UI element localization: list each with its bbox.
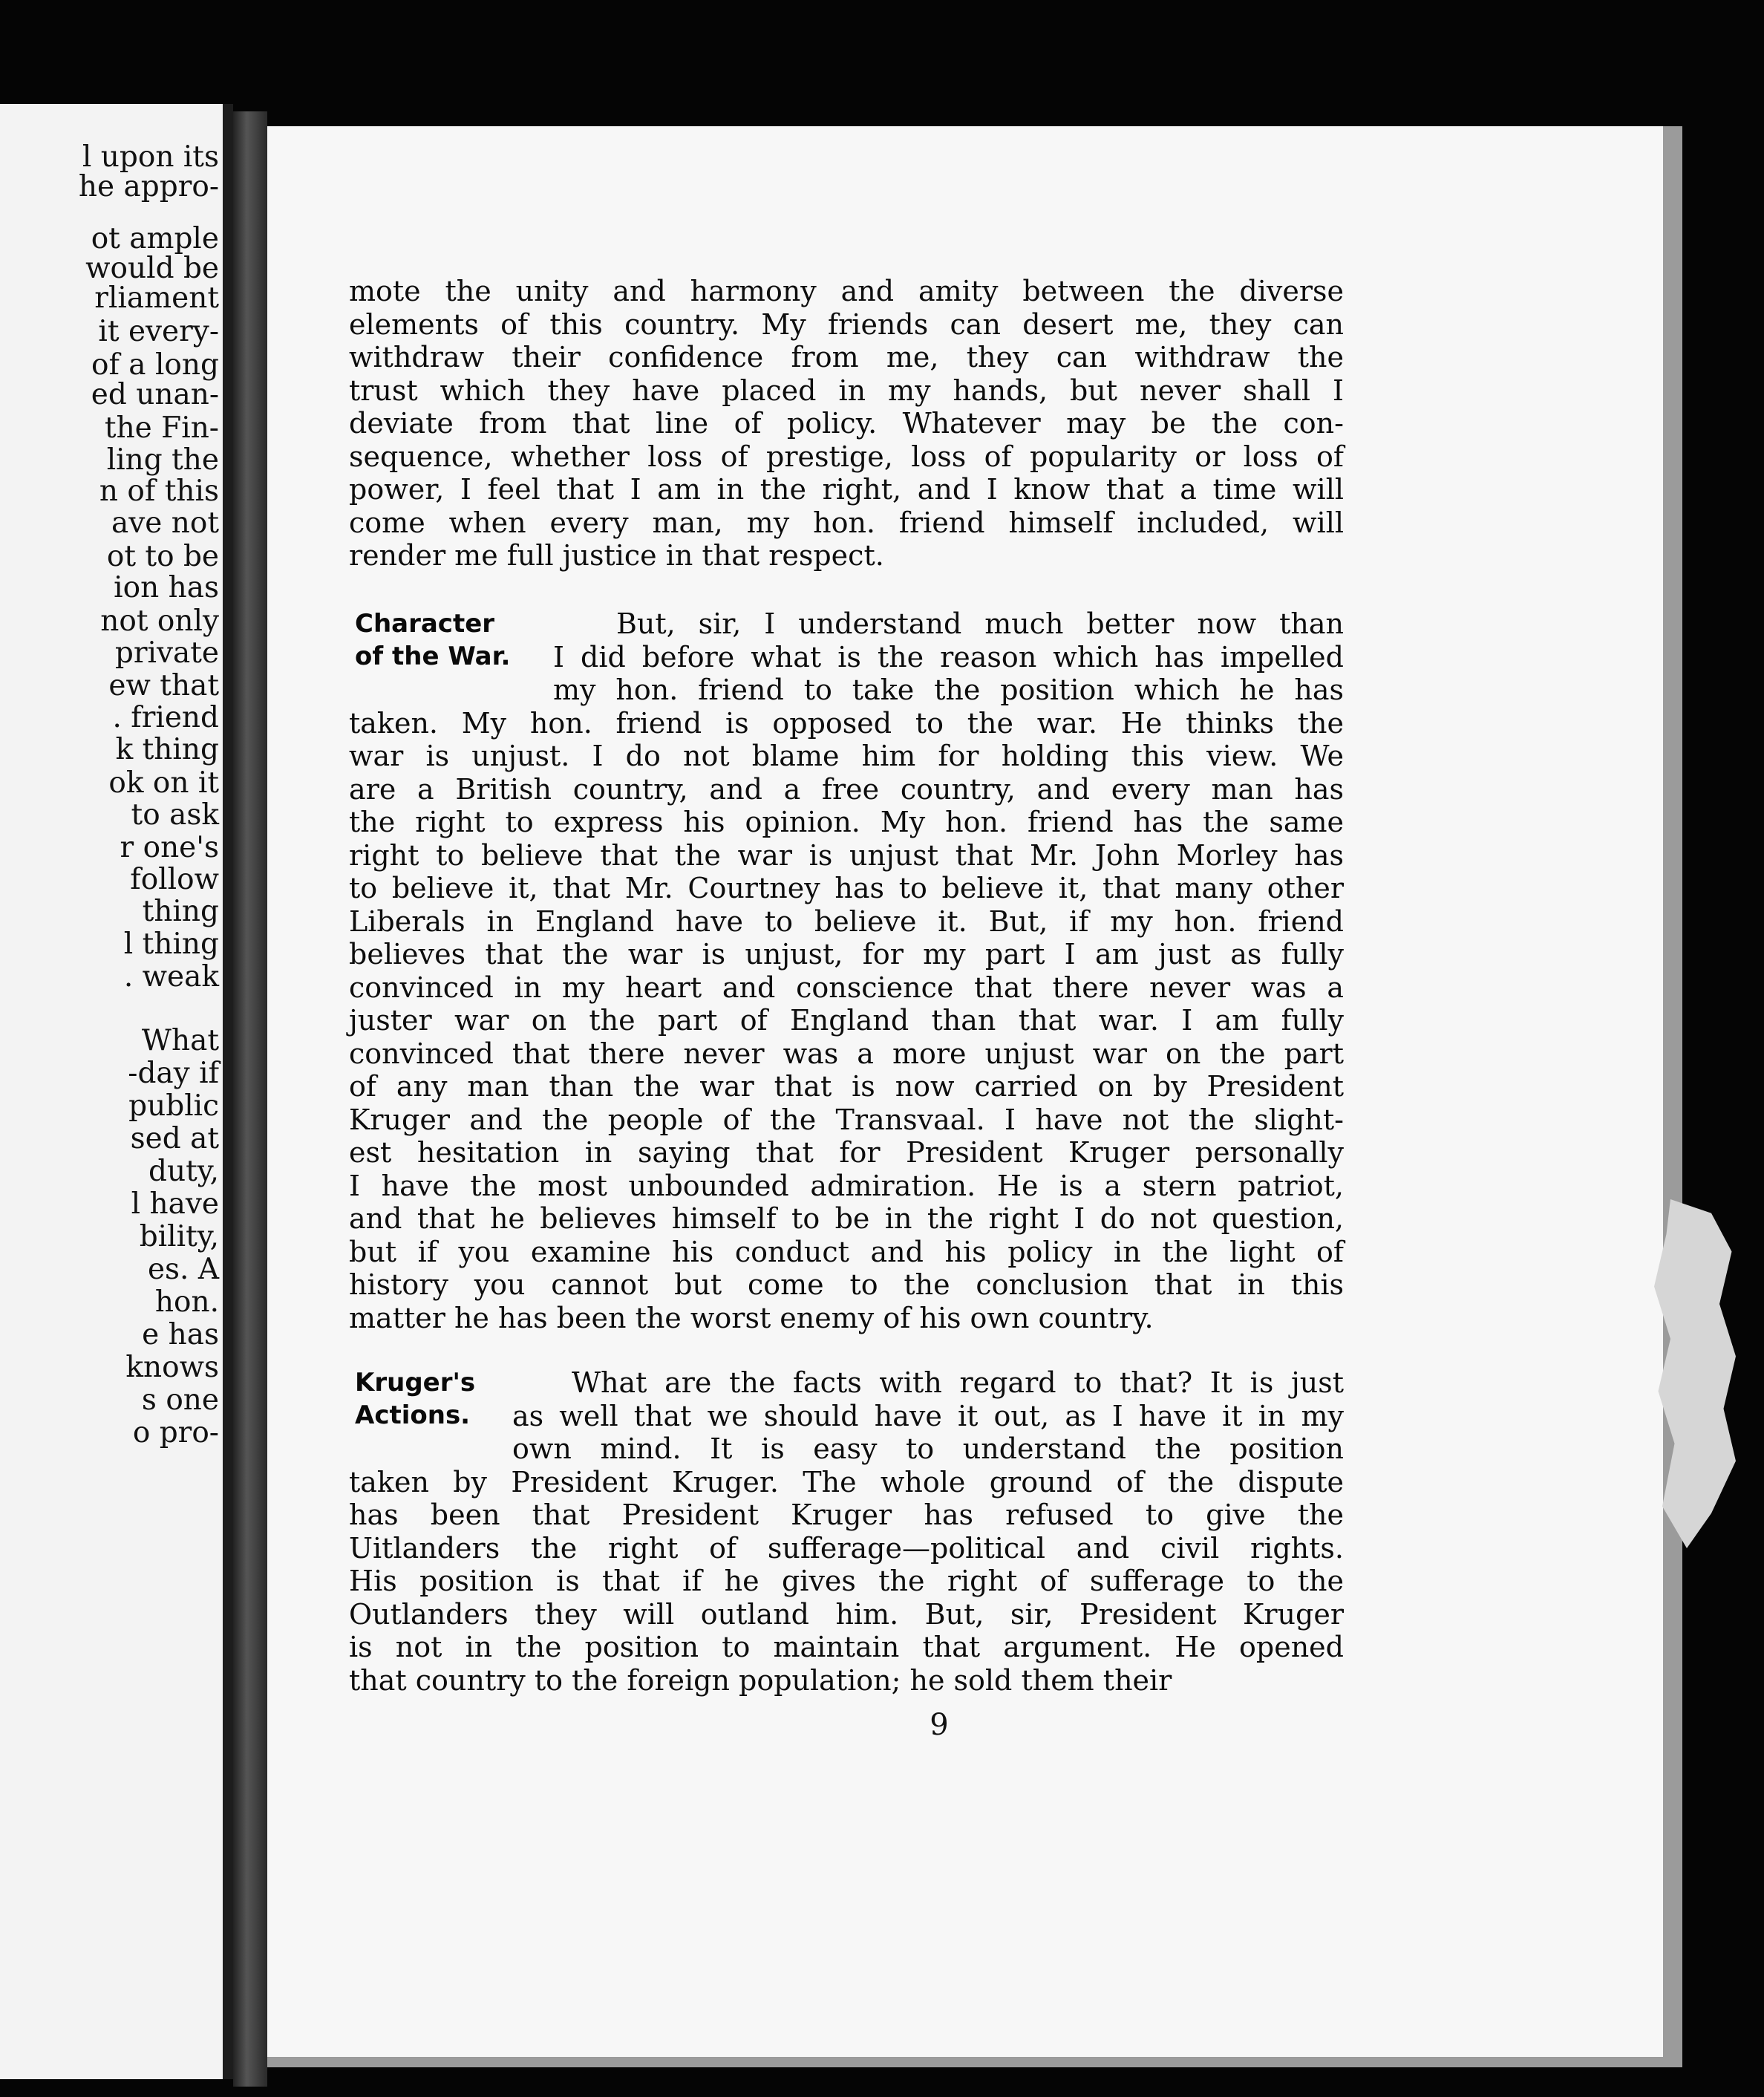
- left-page-line: k thing: [115, 733, 219, 766]
- left-page-line: sed at: [130, 1122, 219, 1155]
- text-line: is not in the position to maintain that argument. He opened: [349, 1631, 1344, 1663]
- torn-paper-edge: [1654, 1199, 1736, 1548]
- left-page-line: private: [114, 636, 219, 670]
- left-page-line: of a long: [91, 348, 219, 382]
- text-line: taken. My hon. friend is opposed to the war. He thinks the: [349, 706, 1344, 740]
- text-line: own mind. It is easy to understand the position: [512, 1432, 1344, 1465]
- paragraph-1: [349, 275, 1344, 573]
- text-line: Kruger and the people of the Transvaal. I have not the slight-: [349, 1103, 1344, 1136]
- text-line: of any man than the war that is now carried on by President: [349, 1070, 1344, 1103]
- left-page-line: . weak: [123, 960, 219, 994]
- sidenote-line: Character: [355, 609, 495, 639]
- text-line: right to believe that the war is unjust that Mr. John Morley has: [349, 838, 1344, 872]
- left-page-line: . friend: [112, 701, 219, 734]
- text-line: taken by President Kruger. The whole ground of the dispute: [349, 1465, 1344, 1498]
- text-line: that country to the foreign population; he sold them their: [349, 1663, 1172, 1697]
- text-line: deviate from that line of policy. Whatever may be the con-: [349, 407, 1344, 440]
- sidenote-line: Kruger's: [355, 1368, 476, 1398]
- left-page-line: l have: [131, 1187, 219, 1221]
- left-page-line: he appro-: [78, 170, 219, 203]
- text-line: to believe it, that Mr. Courtney has to believe it, that many other: [349, 872, 1344, 904]
- text-line: trust which they have placed in my hands, but never shall I: [349, 374, 1344, 407]
- left-page-line: follow: [130, 863, 219, 896]
- left-page-line: ew that: [108, 669, 219, 702]
- text-line: Outlanders they will outland him. But, sir, President Kruger: [349, 1597, 1344, 1631]
- text-line: as well that we should have it out, as I have it in my: [512, 1399, 1344, 1432]
- left-page-line: s one: [141, 1383, 219, 1417]
- text-line: but if you examine his conduct and his policy in the light of: [349, 1235, 1344, 1268]
- book-spine: [233, 111, 267, 2087]
- left-page-line: bility,: [139, 1220, 219, 1253]
- left-page-line: would be: [85, 252, 219, 285]
- text-line: withdraw their confidence from me, they can withdraw the: [349, 341, 1344, 374]
- sidenote-line: Actions.: [355, 1400, 471, 1430]
- left-page-line: What: [141, 1024, 219, 1057]
- text-line: His position is that if he gives the right of sufferage to the: [349, 1565, 1344, 1597]
- text-line: But, sir, I understand much better now than: [616, 607, 1344, 640]
- text-line: render me full justice in that respect.: [349, 539, 884, 572]
- left-page-line: ed unan-: [91, 378, 219, 411]
- text-line: What are the facts with regard to that? It is just: [572, 1366, 1344, 1399]
- left-page-line: o pro-: [132, 1416, 219, 1449]
- left-page-line: knows: [125, 1351, 219, 1384]
- left-page-line: not only: [100, 604, 219, 638]
- text-line: elements of this country. My friends can desert me, they can: [349, 307, 1344, 341]
- left-page-line: rliament: [94, 281, 219, 315]
- text-line: convinced in my heart and conscience that there never was a: [349, 971, 1344, 1004]
- text-line: juster war on the part of England than that war. I am fully: [349, 1004, 1344, 1037]
- text-line: est hesitation in saying that for President Kruger personally: [349, 1136, 1344, 1169]
- left-page-line: ling the: [106, 443, 219, 477]
- text-line: the right to express his opinion. My hon. friend has the same: [349, 806, 1344, 838]
- right-page: [267, 126, 1682, 2067]
- text-line: matter he has been the worst enemy of his own country.: [349, 1301, 1154, 1334]
- sidenote-line: of the War.: [355, 642, 511, 671]
- left-page-line: ave not: [111, 506, 219, 540]
- left-page-line: l upon its: [82, 140, 219, 174]
- text-line: convinced that there never was a more unjust war on the part: [349, 1037, 1344, 1070]
- left-page-line: n of this: [99, 474, 219, 508]
- left-page: [0, 104, 233, 2079]
- text-line: has been that President Kruger has refused to give the: [349, 1498, 1344, 1531]
- text-line: war is unjust. I do not blame him for holding this view. We: [349, 740, 1344, 772]
- text-line: my hon. friend to take the position which he has: [553, 674, 1344, 706]
- text-line: mote the unity and harmony and amity between the diverse: [349, 275, 1344, 307]
- text-line: sequence, whether loss of prestige, loss of popularity or loss of: [349, 440, 1344, 473]
- text-line: I have the most unbounded admiration. He is a stern patriot,: [349, 1169, 1344, 1202]
- text-line: history you cannot but come to the conclusion that in this: [349, 1268, 1344, 1301]
- left-page-line: e has: [142, 1318, 219, 1351]
- left-page-line: the Fin-: [104, 411, 219, 445]
- text-line: believes that the war is unjust, for my part I am just as fully: [349, 938, 1344, 971]
- paragraph-2: [349, 607, 1344, 1334]
- text-line: Liberals in England have to believe it. But, if my hon. friend: [349, 904, 1344, 938]
- left-page-line: l thing: [123, 927, 219, 961]
- left-page-line: public: [128, 1089, 219, 1123]
- left-page-line: ion has: [114, 571, 219, 604]
- text-line: I did before what is the reason which has impelled: [553, 640, 1344, 674]
- left-page-line: es. A: [147, 1253, 219, 1286]
- left-page-line: ok on it: [108, 766, 219, 800]
- text-line: come when every man, my hon. friend himself included, will: [349, 506, 1344, 539]
- left-page-line: r one's: [120, 831, 219, 864]
- text-line: power, I feel that I am in the right, and I know that a time will: [349, 473, 1344, 506]
- left-page-line: -day if: [128, 1057, 219, 1090]
- left-page-line: thing: [142, 895, 219, 928]
- text-line: Uitlanders the right of sufferage—political and civil rights.: [349, 1531, 1344, 1565]
- left-page-line: ot to be: [106, 540, 219, 573]
- left-page-line: duty,: [148, 1155, 219, 1188]
- left-page-line: to ask: [131, 798, 219, 832]
- text-line: are a British country, and a free country, and every man has: [349, 772, 1344, 806]
- left-page-line: hon.: [154, 1285, 219, 1319]
- paragraph-3: [349, 1366, 1344, 1697]
- left-page-line: ot ample: [91, 222, 219, 255]
- left-page-line: it every-: [98, 315, 219, 348]
- page-number: 9: [930, 1708, 949, 1742]
- text-line: and that he believes himself to be in the right I do not question,: [349, 1202, 1344, 1235]
